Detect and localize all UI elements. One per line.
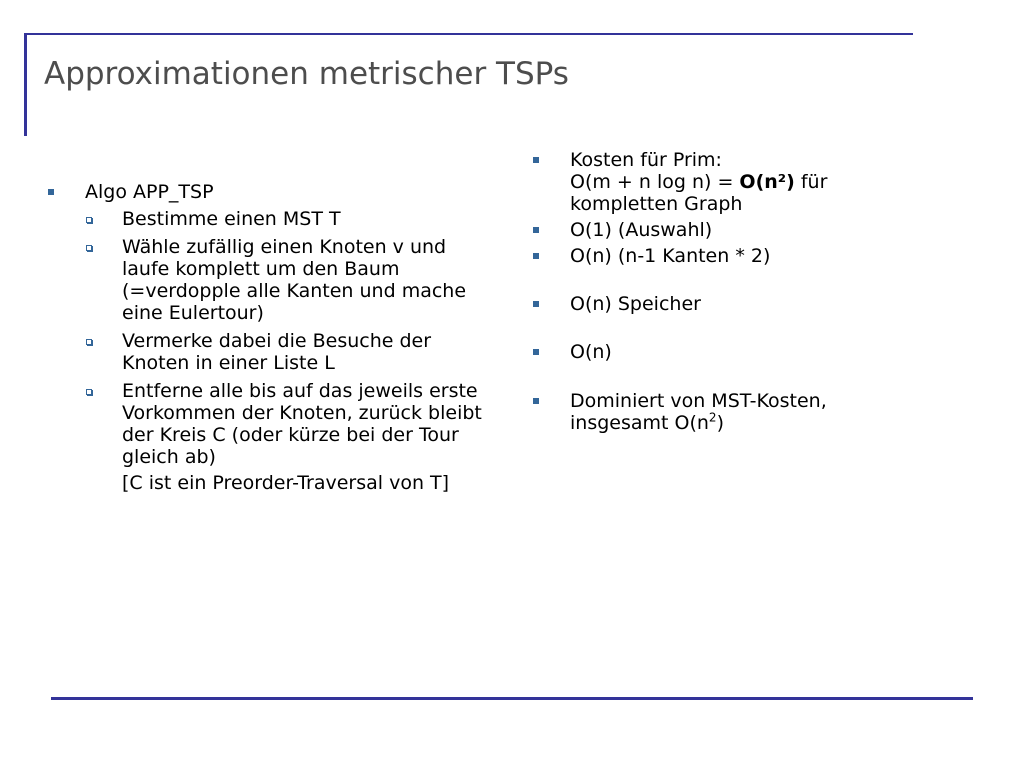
left-rule [24, 33, 27, 136]
prim-cost-item [533, 149, 923, 215]
dominated-line-2 [570, 412, 923, 434]
square-bullet-icon [533, 157, 539, 163]
hollow-square-bullet-icon [86, 217, 92, 223]
memory-text: O(n) Speicher [570, 293, 701, 315]
step-item [48, 330, 498, 374]
on-text: O(n) [570, 341, 612, 363]
right-column [533, 149, 923, 434]
prim-line-1: Kosten für Prim: [570, 149, 722, 171]
square-bullet-icon [533, 349, 539, 355]
on-edges-text: O(n) (n-1 Kanten * 2) [570, 245, 771, 267]
note-text: [C ist ein Preorder-Traversal von T] [122, 472, 450, 494]
o1-text: O(1) (Auswahl) [570, 219, 713, 241]
step-note [48, 472, 498, 494]
step-item [48, 208, 498, 230]
step-text: Bestimme einen MST T [122, 208, 341, 230]
memory-item [533, 293, 923, 315]
square-bullet-icon [533, 227, 539, 233]
step-text: Entferne alle bis auf das jeweils erste Vorkommen der Knoten, zurück bleibt der Kreis C (oder kürze bei der Tour gleich ab) [122, 380, 482, 468]
dominated-exponent: 2 [708, 410, 717, 425]
top-rule [24, 33, 913, 35]
dominated-line-1: Dominiert von MST-Kosten, [570, 390, 827, 412]
square-bullet-icon [533, 398, 539, 404]
o1-item [533, 219, 923, 241]
algo-item [48, 181, 498, 203]
step-text: Wähle zufällig einen Knoten v und laufe komplett um den Baum (=verdopple alle Kanten und mache eine Eulertour) [122, 236, 467, 324]
step-item [48, 236, 498, 324]
left-column [48, 181, 498, 494]
dominated-line-2-pre: insgesamt O(n [570, 412, 709, 434]
step-item [48, 380, 498, 468]
dominated-item [533, 390, 923, 434]
bottom-rule [51, 697, 973, 700]
prim-line-2-pre: O(m + n log n) = [570, 171, 740, 193]
square-bullet-icon [48, 189, 54, 195]
on-item [533, 341, 923, 363]
square-bullet-icon [533, 301, 539, 307]
hollow-square-bullet-icon [86, 389, 92, 395]
hollow-square-bullet-icon [86, 339, 92, 345]
prim-complexity: O(n²) [739, 171, 795, 193]
step-text: Vermerke dabei die Besuche der Knoten in einer Liste L [122, 330, 432, 374]
hollow-square-bullet-icon [86, 245, 92, 251]
square-bullet-icon [533, 253, 539, 259]
slide-title: Approximationen metrischer TSPs [44, 56, 569, 92]
dominated-line-2-post: ) [716, 412, 724, 434]
prim-line-3: kompletten Graph [570, 193, 743, 215]
prim-line-2 [570, 171, 923, 193]
on-edges-item [533, 245, 923, 267]
prim-line-2-post: für [794, 171, 828, 193]
algo-label: Algo APP_TSP [85, 181, 214, 203]
